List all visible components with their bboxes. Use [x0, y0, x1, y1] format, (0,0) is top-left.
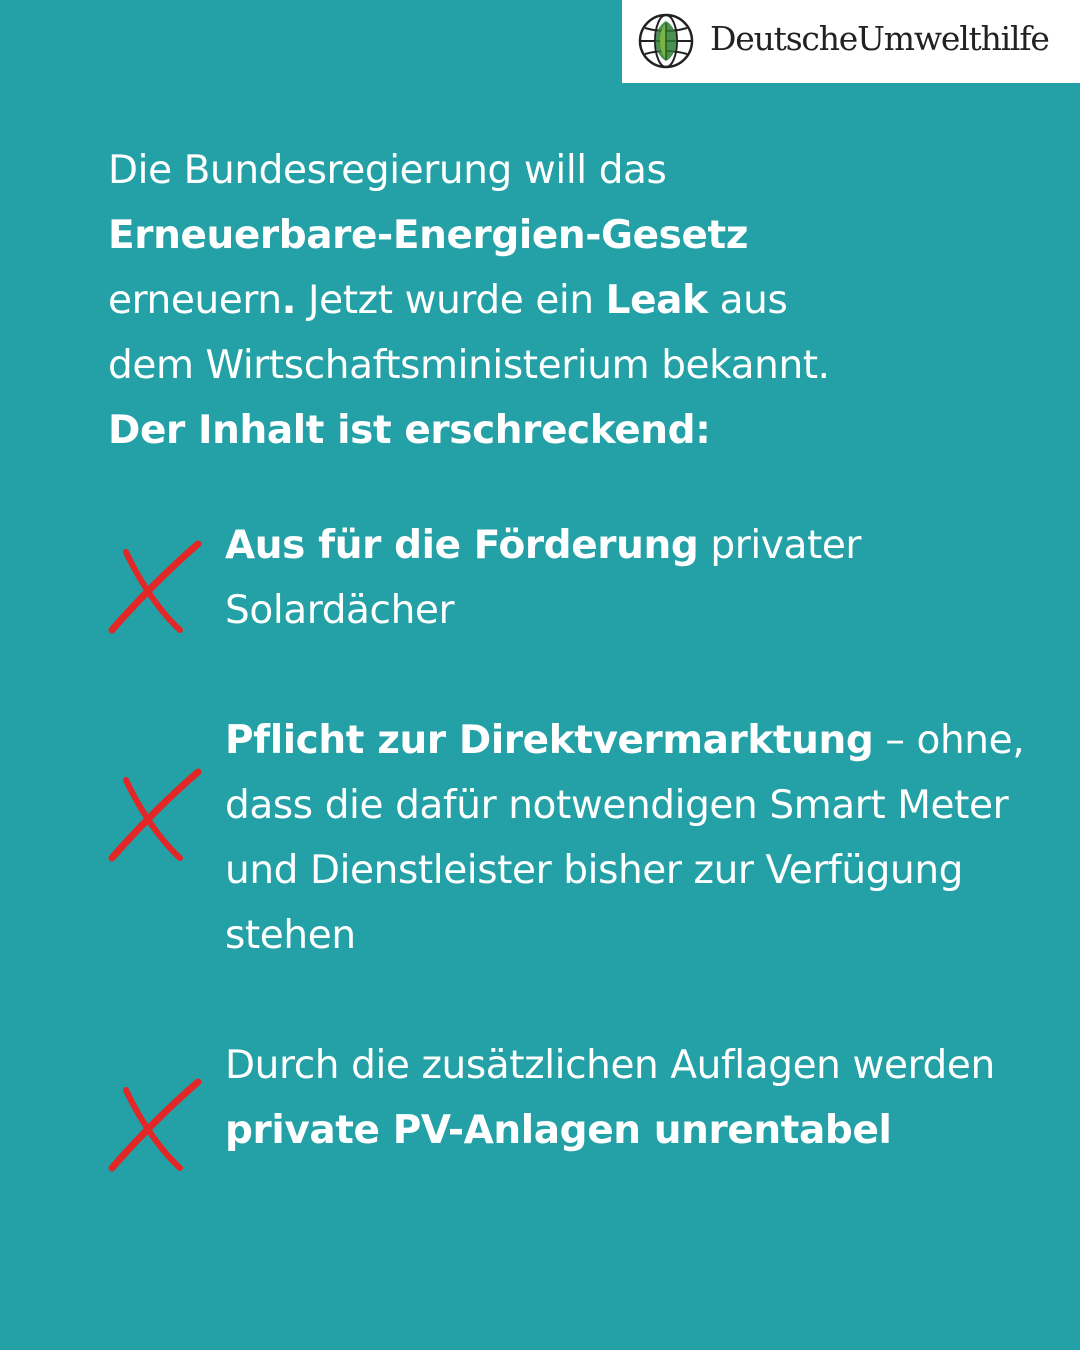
brand-name-part2: Umwelthilfe: [857, 19, 1049, 58]
brand-name: [710, 14, 1049, 64]
list-item-rest: – ohne, dass die dafür notwendigen Smart Meter und Dienstleister bisher zur Verfügung stehen: [225, 718, 1025, 958]
red-x-icon: [108, 538, 203, 638]
intro-text: [108, 138, 1008, 463]
list-item-bold: private PV-Anlagen unrentabel: [225, 1108, 892, 1153]
brand-name-part1: Deutsche: [710, 19, 858, 58]
intro-line-3a: erneuern: [108, 278, 282, 323]
leaf-globe-icon: [638, 13, 694, 69]
list-item-pre: Durch die zusätzlichen Auflagen werden: [225, 1043, 995, 1088]
intro-line-4: dem Wirtschaftsministerium bekannt.: [108, 343, 830, 388]
list-item-text: [225, 513, 1065, 643]
intro-bold-conclusion: Der Inhalt ist erschreckend:: [108, 408, 711, 453]
intro-line-3b: Jetzt wurde ein: [296, 278, 606, 323]
intro-line-1: Die Bundesregierung will das: [108, 148, 667, 193]
brand-logo: [622, 0, 1080, 83]
intro-bold-law: Erneuerbare-Energien-Gesetz: [108, 213, 749, 258]
intro-period: .: [281, 278, 297, 323]
intro-line-3c: aus: [707, 278, 788, 323]
list-item-bold: Aus für die Förderung: [225, 523, 699, 568]
list-item-text: [225, 1033, 1065, 1163]
red-x-icon: [108, 1076, 203, 1176]
list-item-bold: Pflicht zur Direktvermarktung: [225, 718, 874, 763]
list-item-text: [225, 708, 1065, 968]
list-item-rest: privater Solardächer: [225, 523, 862, 633]
intro-bold-leak: Leak: [605, 278, 708, 323]
red-x-icon: [108, 766, 203, 866]
